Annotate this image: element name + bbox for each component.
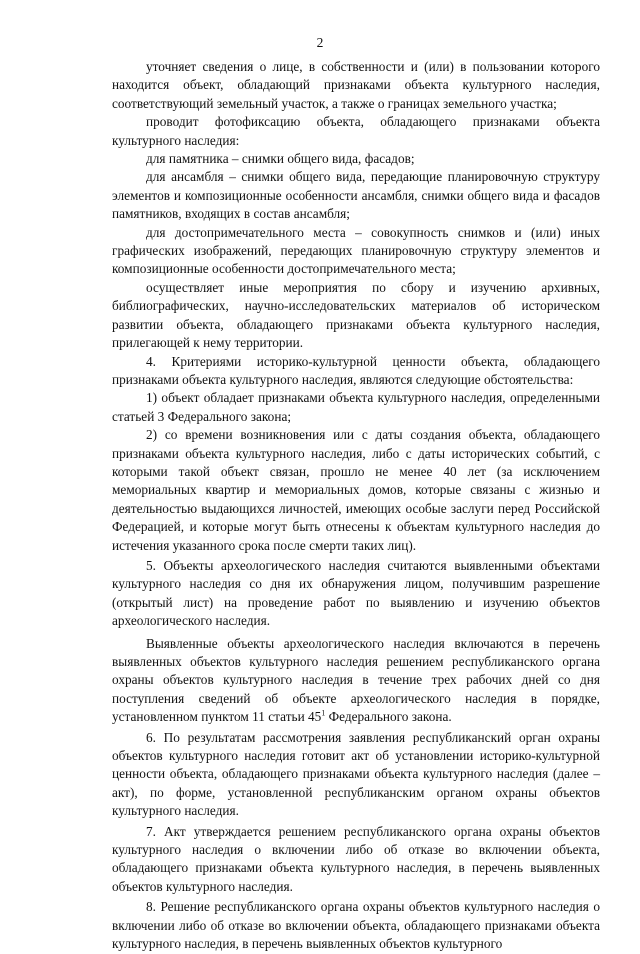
paragraph-text: Выявленные объекты археологического наследия включаются в перечень выявленных объектов культурного наследия решением республиканского органа охраны объектов культурного наследия в течение трех рабочих дней со дня поступления сведений об объекте археологического наследия в порядке, установленном пунктом 11 статьи 45: [112, 635, 600, 725]
paragraph: 5. Объекты археологического наследия считаются выявленными объектами культурного наследия со дня их обнаружения лицом, получившим разрешение (открытый лист) на проведение работ по выявлению и изучению объектов археологического наследия.: [112, 557, 600, 629]
paragraph: осуществляет иные мероприятия по сбору и изучению архивных, библиографических, научно-исследовательских материалов об историческом развитии объекта, обладающего признаками объекта культурного наследия, прилегающей к нему территории.: [112, 279, 600, 351]
paragraph: для памятника – снимки общего вида, фасадов;: [146, 151, 415, 167]
paragraph: 4. Критериями историко-культурной ценности объекта, обладающего признаками объекта культурного наследия, являются следующие обстоятельства:: [112, 353, 600, 387]
paragraph: 1) объект обладает признаками объекта культурного наследия, определенными статьей 3 Федерального закона;: [112, 390, 600, 424]
superscript: 1: [321, 708, 326, 718]
paragraph: проводит фотофиксацию объекта, обладающего признаками объекта культурного наследия:: [112, 114, 600, 148]
paragraph-tail: Федерального закона.: [325, 709, 452, 725]
page-number: 2: [316, 35, 324, 50]
paragraph: 7. Акт утверждается решением республиканского органа охраны объектов культурного наследия о включении либо об отказе во включении объекта, обладающего признаками объекта культурного наследия, в перечень выявленных объектов культурного наследия.: [112, 823, 600, 894]
paragraph: 6. По результатам рассмотрения заявления республиканский орган охраны объектов культурного наследия готовит акт об установлении историко-культурной ценности объекта, обладающего признаками объекта культурного наследия (далее – акт), по форме, установленной республиканским органом охраны объектов культурного наследия.: [112, 729, 600, 819]
document-body: [112, 58, 600, 954]
paragraph: уточняет сведения о лице, в собственности и (или) в пользовании которого находится объект, обладающий признаками объекта культурного наследия, соответствующий земельный участок, а также о границах земельного участка;: [112, 59, 600, 111]
paragraph: для ансамбля – снимки общего вида, передающие планировочную структуру элементов и композиционные особенности ансамбля, снимки общего вида и фасадов памятников, входящих в состав ансамбля;: [112, 169, 600, 222]
paragraph-with-footnote: [112, 635, 600, 727]
paragraph: 8. Решение республиканского органа охраны объектов культурного наследия о включении либо об отказе во включении объекта, обладающего признаками объекта культурного наследия, в перечень выявленных объектов культурного: [112, 899, 600, 952]
paragraph: 2) со времени возникновения или с даты создания объекта, обладающего признаками объекта культурного наследия, либо с даты исторических событий, с которыми такой объект связан, прошло не менее 40 лет (за исключением мемориальных квартир и мемориальных домов, которые связаны с жизнью и деятельностью выдающихся личностей, имеющих особые заслуги перед Российской Федерацией, и которые могут быть отнесены к объектам культурного наследия до истечения указанного срока после смерти таких лиц).: [112, 427, 600, 553]
paragraph: для достопримечательного места – совокупность снимков и (или) иных графических изображений, передающих планировочную структуру элементов и композиционные особенности достопримечательного места;: [112, 224, 600, 277]
